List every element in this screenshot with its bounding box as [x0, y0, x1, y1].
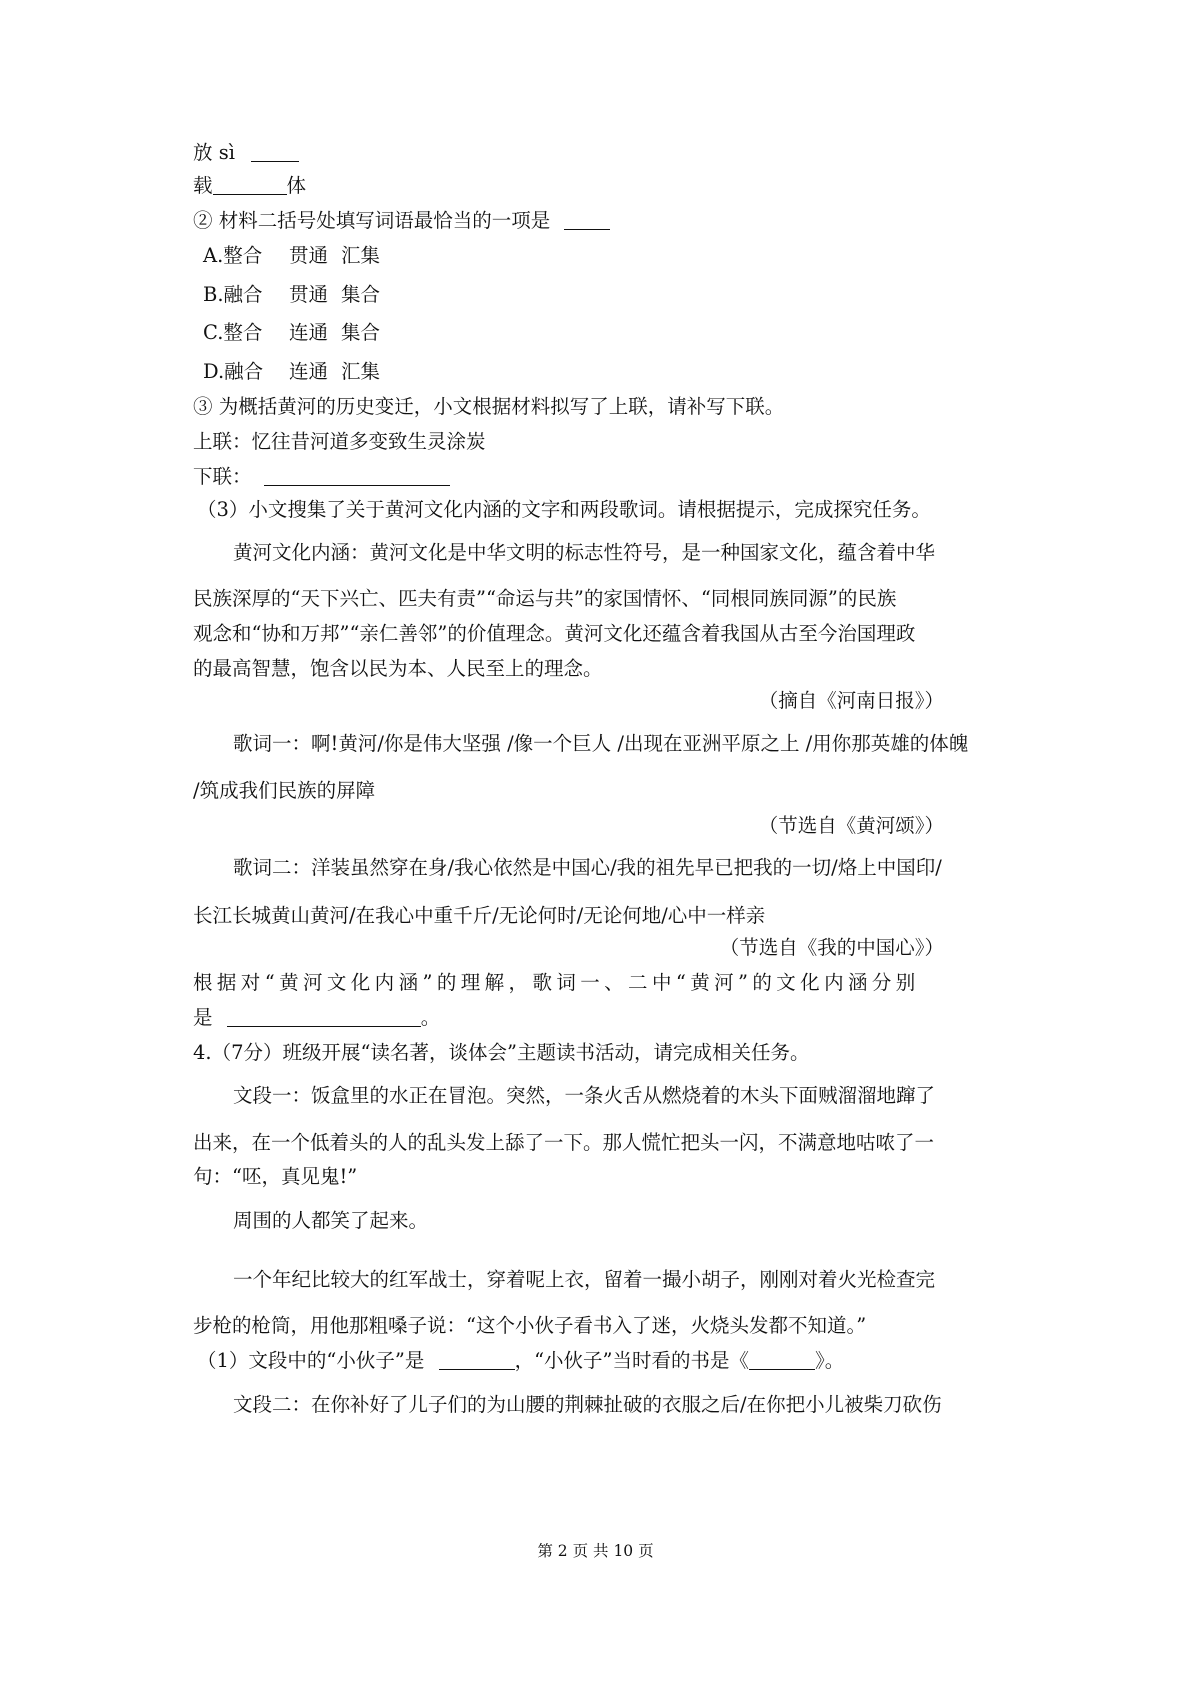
sub1-part-a: （1）文段中的“小伙子”是	[197, 1349, 425, 1372]
option-word: 连通	[289, 321, 329, 344]
option-label: A.整合	[203, 244, 263, 267]
option-word: 连通	[289, 360, 329, 383]
q3-ask-line2	[193, 1008, 440, 1028]
lower-couplet-label: 下联：	[193, 465, 252, 488]
page-footer: 第 2 页 共 10 页	[537, 1542, 654, 1560]
option-label: C.整合	[203, 321, 263, 344]
word-fill-line	[193, 176, 306, 196]
upper-couplet: 上联：忆往昔河道多变致生灵涂炭	[193, 430, 486, 453]
answer-blank[interactable]	[227, 1008, 421, 1027]
source-citation: （节选自《我的中国心》）	[719, 936, 944, 959]
passage1-line: 步枪的枪筒，用他那粗嗓子说：“这个小伙子看书入了迷，火烧头发都不知道。”	[193, 1314, 867, 1337]
source-citation: （节选自《黄河颂》）	[758, 814, 944, 837]
answer-blank[interactable]	[264, 467, 450, 486]
culture-text-line: 的最高智慧，饱含以民为本、人民至上的理念。	[193, 657, 603, 680]
q4-sub1	[197, 1351, 844, 1371]
answer-blank[interactable]	[749, 1351, 815, 1370]
answer-blank[interactable]	[564, 211, 610, 230]
ask-prefix: 是	[193, 1006, 213, 1029]
passage1-line: 文段一：饭盒里的水正在冒泡。突然，一条火舌从燃烧着的木头下面贼溜溜地蹿了	[233, 1084, 936, 1107]
sub-question-2	[193, 211, 610, 231]
answer-blank[interactable]	[213, 176, 287, 195]
passage1-line: 句：“呸，真见鬼!”	[193, 1165, 358, 1188]
option-word: 贯通	[289, 244, 329, 267]
option-word: 汇集	[341, 360, 381, 383]
sub1-part-b: ，“小伙子”当时看的书是《	[514, 1349, 750, 1372]
lyric2-line: 歌词二：洋装虽然穿在身/我心依然是中国心/我的祖先早已把我的一切/烙上中国印/	[233, 856, 942, 879]
passage1-line: 一个年纪比较大的红军战士，穿着呢上衣，留着一撮小胡子，刚刚对着火光检查完	[233, 1268, 936, 1291]
passage1-line: 周围的人都笑了起来。	[233, 1209, 429, 1232]
lyric2-line: 长江长城黄山黄河/在我心中重千斤/无论何时/无论何地/心中一样亲	[193, 904, 766, 927]
sub-question-3: ③ 为概括黄河的历史变迁，小文根据材料拟写了上联，请补写下联。	[193, 395, 785, 418]
option-word: 集合	[341, 321, 381, 344]
word2-suffix: 体	[286, 174, 307, 197]
source-citation: （摘自《河南日报》）	[758, 689, 944, 712]
option-a[interactable]	[203, 246, 380, 266]
q3-ask-line: 根据对“黄河文化内涵”的理解，歌词一、二中“黄河”的文化内涵分别	[193, 971, 920, 994]
sub2-prompt: ② 材料二括号处填写词语最恰当的一项是	[193, 209, 551, 232]
lyric1-line: 歌词一：啊!黄河/你是伟大坚强 /像一个巨人 /出现在亚洲平原之上 /用你那英雄的体魄	[233, 732, 969, 755]
option-word: 集合	[341, 283, 381, 306]
option-b[interactable]	[203, 285, 380, 305]
option-d[interactable]	[203, 362, 380, 382]
word1-prefix: 放 sì	[193, 141, 235, 164]
q3-prompt: （3）小文搜集了关于黄河文化内涵的文字和两段歌词。请根据提示，完成探究任务。	[197, 498, 931, 521]
passage2-line: 文段二：在你补好了儿子们的为山腰的荆棘扯破的衣服之后/在你把小儿被柴刀砍伤	[233, 1393, 942, 1416]
option-label: D.融合	[203, 360, 264, 383]
option-word: 汇集	[341, 244, 381, 267]
lyric1-line: /筑成我们民族的屏障	[193, 779, 376, 802]
word2-prefix: 载	[193, 174, 213, 197]
q4-heading: 4.（7分）班级开展“读名著，谈体会”主题读书活动，请完成相关任务。	[193, 1041, 810, 1064]
option-word: 贯通	[289, 283, 329, 306]
culture-text-line: 民族深厚的“天下兴亡、匹夫有责”“命运与共”的家国情怀、“同根同族同源”的民族	[193, 587, 897, 610]
culture-text-line: 黄河文化内涵：黄河文化是中华文明的标志性符号，是一种国家文化，蕴含着中华	[233, 541, 936, 564]
pinyin-fill-line	[193, 143, 299, 163]
ask-suffix: 。	[420, 1006, 441, 1029]
answer-blank[interactable]	[439, 1351, 515, 1370]
option-c[interactable]	[203, 323, 380, 343]
passage1-line: 出来，在一个低着头的人的乱头发上舔了一下。那人慌忙把头一闪，不满意地咕哝了一	[193, 1131, 935, 1154]
culture-text-line: 观念和“协和万邦”“亲仁善邻”的价值理念。黄河文化还蕴含着我国从古至今治国理政	[193, 622, 916, 645]
answer-blank[interactable]	[251, 143, 299, 162]
option-label: B.融合	[203, 283, 263, 306]
lower-couplet-line	[193, 467, 450, 487]
sub1-part-c: 》。	[815, 1349, 845, 1372]
